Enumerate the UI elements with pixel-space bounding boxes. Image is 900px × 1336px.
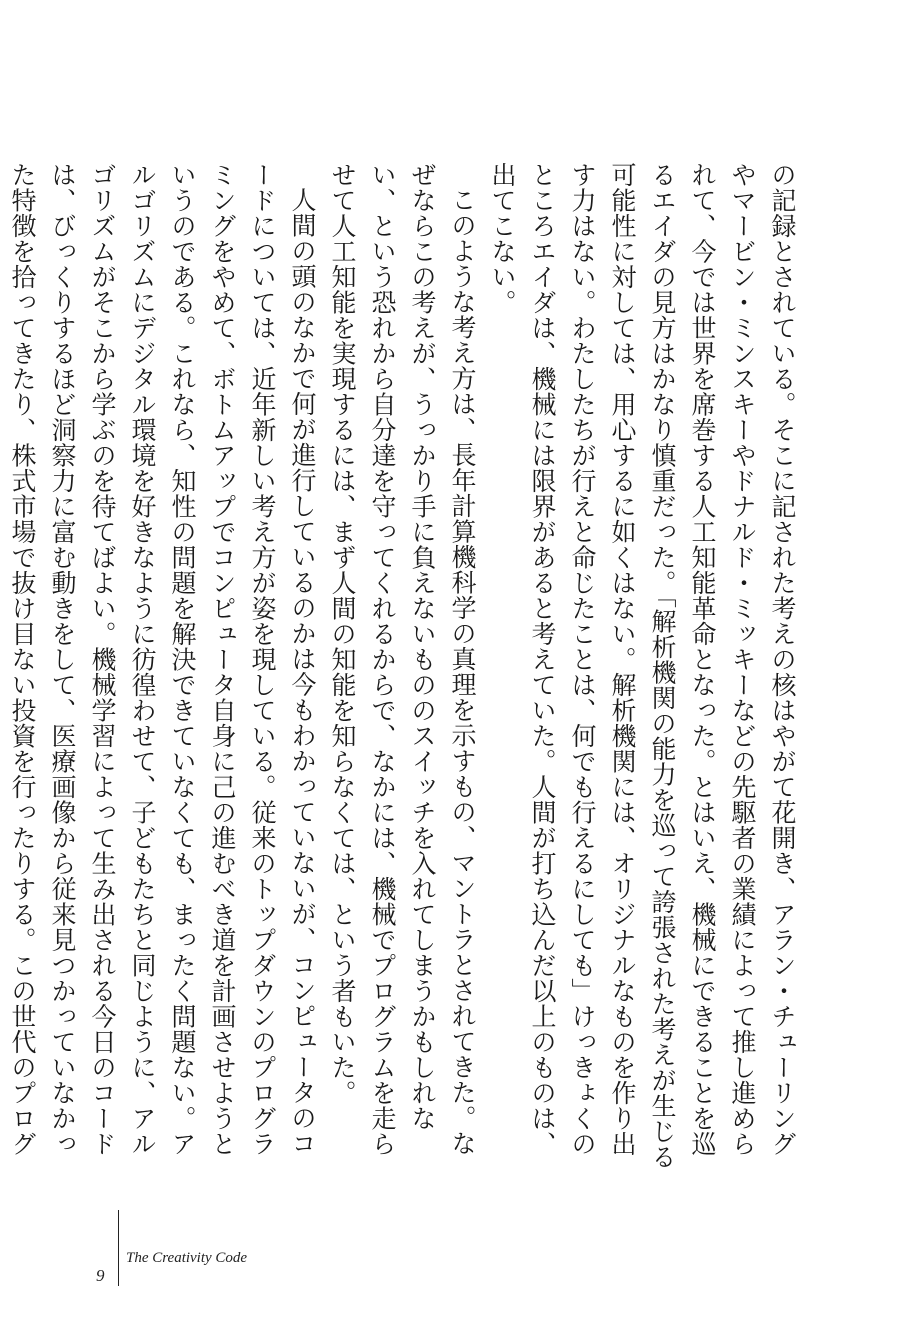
footer-rule (118, 1210, 119, 1286)
page-number: 9 (96, 1266, 105, 1285)
body-text (0, 162, 802, 1172)
paragraph-2: このような考え方は、長年計算機科学の真理を示すもの、マントラとされてきた。なぜならこの考えが、うっかり手に負えないもののスイッチを入れてしまうかもしれない、という恐れから自分達を守ってくれるからで、なかには、機械でプログラムを走らせて人工知能を実現するには、まず人間の知能を知らなくては、という者もいた。 (328, 162, 477, 1157)
paragraph-1: の記録とされている。そこに記された考えの核はやがて花開き、アラン・チューリングやマービン・ミンスキーやドナルド・ミッキーなどの先駆者の業績によって推し進められて、今では世界を席巻する人工知能革命となった。とはいえ、機械にできることを巡るエイダの見方はかなり慎重だった。「解析機関の能力を巡って誇張された考えが生じる可能性に対しては、用心するに如くはない。解析機関には、オリジナルなものを作り出す力はない。わたしたちが行えと命じたことは、何でも行えるにしても」けっきょくのところエイダは、機械には限界があると考えていた。人間が打ち込んだ以上のものは、出てこない。 (488, 162, 797, 1170)
running-title: The Creativity Code (126, 1250, 248, 1266)
paragraph-3: 人間の頭のなかで何が進行しているのかは今もわかっていないが、コンピュータのコードについては、近年新しい考え方が姿を現している。従来のトップダウンのプログラミングをやめて、ボトムアップでコンピュータ自身に己の進むべき道を計画させようというのである。これなら、知性の問題を解決できていなくても、まったく問題ない。アルゴリズムにデジタル環境を好きなように彷徨わせて、子どもたちと同じように、アルゴリズムがそこから学ぶのを待てばよい。機械学習によって生み出される今日のコードは、びっくりするほど洞察力に富む動きをして、医療画像から従来見つかっていなかった特徴を拾ってきたり、株式市場で抜け目ない投資を行ったりする。この世代のプログ (8, 162, 317, 1157)
